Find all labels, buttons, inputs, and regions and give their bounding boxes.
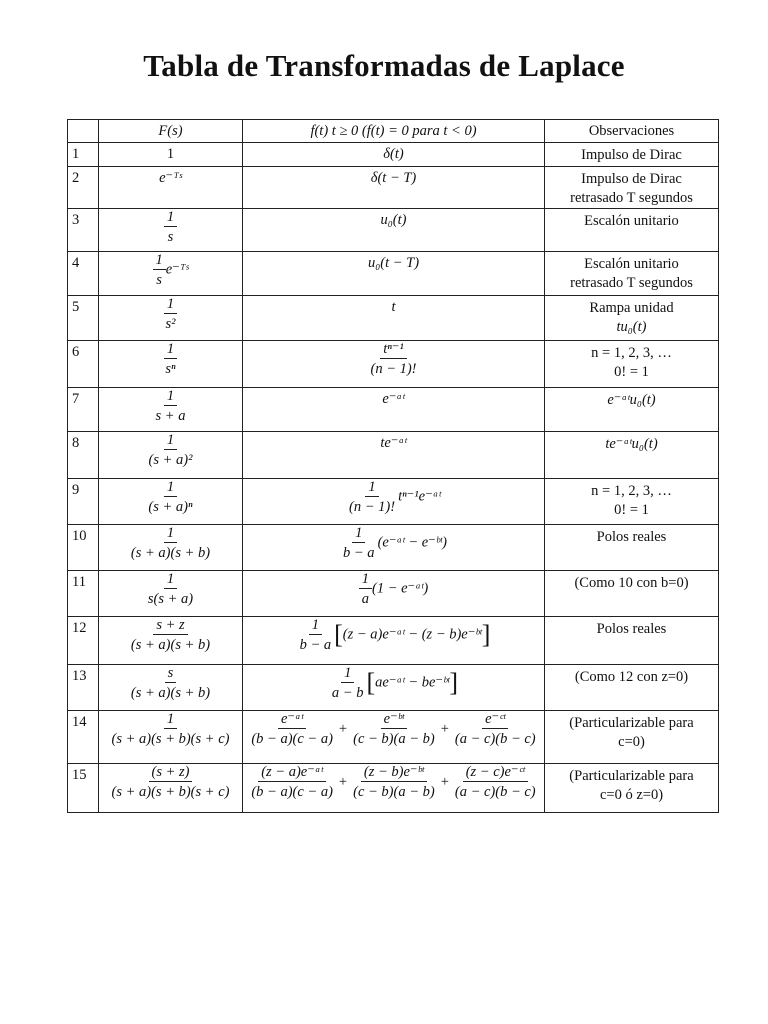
- ft-cell: $\frac{1}{b - a}$ [(z − a)e⁻ᵃᵗ − (z − b)e⁻ᵇᵗ]: [243, 617, 545, 665]
- obs-cell: Polos reales: [545, 617, 719, 665]
- ft-cell: $\frac{\text{tⁿ⁻¹}}{(n - 1)!}$: [243, 341, 545, 388]
- ft-cell: $\frac{1}{a - b}$ [ae⁻ᵃᵗ − be⁻ᵇᵗ]: [243, 665, 545, 711]
- obs-cell: Rampa unidad tu₀(t): [545, 296, 719, 341]
- row-number: 5: [68, 296, 99, 341]
- obs-cell: te⁻ᵃᵗu₀(t): [545, 432, 719, 479]
- ft-cell: δ(t − T): [243, 167, 545, 209]
- table-row: [68, 764, 719, 813]
- table-row: [68, 209, 719, 252]
- header-ft: f(t) t ≥ 0 (f(t) = 0 para t < 0): [243, 120, 545, 143]
- table-row: [68, 252, 719, 296]
- obs-cell: (Particularizable para c=0 ó z=0): [545, 764, 719, 813]
- fs-cell: $\frac{1}{\text{s²}}$: [99, 296, 243, 341]
- row-number: 1: [68, 143, 99, 167]
- table-row: [68, 617, 719, 665]
- header-index: [68, 120, 99, 143]
- obs-cell: Escalón unitario: [545, 209, 719, 252]
- fs-cell: $\frac{1}{s + a}$: [99, 388, 243, 432]
- fs-cell: e⁻ᵀˢ: [99, 167, 243, 209]
- obs-cell: Polos reales: [545, 525, 719, 571]
- header-obs: Observaciones: [545, 120, 719, 143]
- row-number: 4: [68, 252, 99, 296]
- fs-cell: $\frac{1}{\text{(s + a)ⁿ}}$: [99, 479, 243, 525]
- ft-cell: u₀(t − T): [243, 252, 545, 296]
- row-number: 9: [68, 479, 99, 525]
- ft-cell: te⁻ᵃᵗ: [243, 432, 545, 479]
- row-number: 10: [68, 525, 99, 571]
- table-row: [68, 665, 719, 711]
- row-number: 14: [68, 711, 99, 764]
- row-number: 2: [68, 167, 99, 209]
- row-number: 8: [68, 432, 99, 479]
- row-number: 7: [68, 388, 99, 432]
- fs-cell: $\frac{1}{(s + a)(s + b)(s + c)}$: [99, 711, 243, 764]
- table-row: [68, 296, 719, 341]
- obs-cell: Escalón unitario retrasado T segundos: [545, 252, 719, 296]
- fs-cell: $\frac{s}{(s + a)(s + b)}$: [99, 665, 243, 711]
- laplace-table: [67, 119, 719, 813]
- fs-cell: $\frac{(s + z)}{(s + a)(s + b)(s + c)}$: [99, 764, 243, 813]
- obs-cell: e⁻ᵃᵗu₀(t): [545, 388, 719, 432]
- row-number: 11: [68, 571, 99, 617]
- fs-cell: 1: [99, 143, 243, 167]
- table-row: [68, 525, 719, 571]
- obs-cell: n = 1, 2, 3, … 0! = 1: [545, 341, 719, 388]
- table-row: [68, 388, 719, 432]
- ft-cell: $\frac{1}{(n - 1)!}$ tⁿ⁻¹e⁻ᵃᵗ: [243, 479, 545, 525]
- row-number: 12: [68, 617, 99, 665]
- ft-cell: $\frac{1}{a}$ (1 − e⁻ᵃᵗ): [243, 571, 545, 617]
- row-number: 15: [68, 764, 99, 813]
- header-fs: F(s): [99, 120, 243, 143]
- table-row: [68, 711, 719, 764]
- table-row: [68, 143, 719, 167]
- fs-cell: $\frac{1}{\text{sⁿ}}$: [99, 341, 243, 388]
- table-row: [68, 341, 719, 388]
- page-title: Tabla de Transformadas de Laplace: [143, 48, 625, 83]
- fs-cell: $\frac{1}{(s + a)(s + b)}$: [99, 525, 243, 571]
- fs-cell: $\frac{1}{\text{(s + a)²}}$: [99, 432, 243, 479]
- ft-cell: e⁻ᵃᵗ: [243, 388, 545, 432]
- fs-cell: $\frac{1}{s}$ e⁻ᵀˢ: [99, 252, 243, 296]
- obs-cell: Impulso de Dirac: [545, 143, 719, 167]
- obs-cell: n = 1, 2, 3, … 0! = 1: [545, 479, 719, 525]
- ft-cell: $\frac{1}{b - a}$ (e⁻ᵃᵗ − e⁻ᵇᵗ): [243, 525, 545, 571]
- fs-cell: $\frac{1}{s(s + a)}$: [99, 571, 243, 617]
- ft-cell: t: [243, 296, 545, 341]
- ft-cell: $\frac{\text{(z − a)e⁻ᵃᵗ}}{(b - a)(c - a)}$ + $\frac{\text{(z − b)e⁻ᵇᵗ}}{(c - b)(a - b)}$ + $\frac{\text{(z − c)e⁻ᶜᵗ}}{(a - c)(b - c)}$: [243, 764, 545, 813]
- table-row: [68, 479, 719, 525]
- fs-cell: $\frac{s + z}{(s + a)(s + b)}$: [99, 617, 243, 665]
- ft-cell: $\frac{\text{e⁻ᵃᵗ}}{(b - a)(c - a)}$ + $\frac{\text{e⁻ᵇᵗ}}{(c - b)(a - b)}$ + $\frac{\text{e⁻ᶜᵗ}}{(a - c)(b - c)}$: [243, 711, 545, 764]
- row-number: 6: [68, 341, 99, 388]
- obs-cell: (Como 10 con b=0): [545, 571, 719, 617]
- table-header-row: [68, 120, 719, 143]
- obs-cell: (Particularizable para c=0): [545, 711, 719, 764]
- ft-cell: u₀(t): [243, 209, 545, 252]
- row-number: 3: [68, 209, 99, 252]
- table-row: [68, 432, 719, 479]
- table-row: [68, 571, 719, 617]
- row-number: 13: [68, 665, 99, 711]
- ft-cell: δ(t): [243, 143, 545, 167]
- obs-cell: Impulso de Dirac retrasado T segundos: [545, 167, 719, 209]
- table-row: [68, 167, 719, 209]
- fs-cell: $\frac{1}{s}$: [99, 209, 243, 252]
- obs-cell: (Como 12 con z=0): [545, 665, 719, 711]
